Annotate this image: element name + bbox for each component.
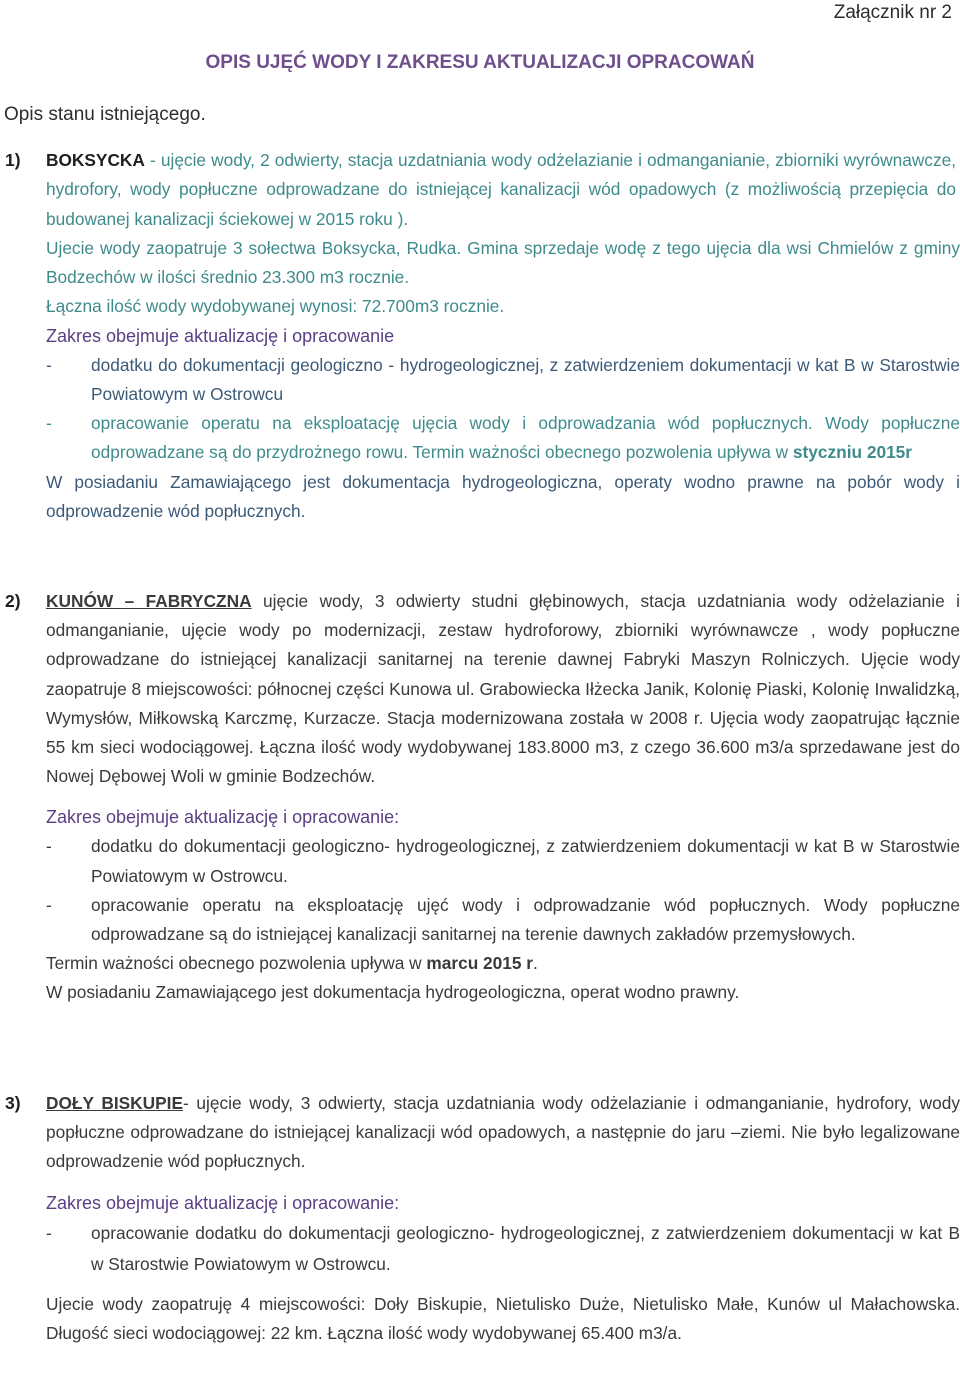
section-total-text: Łączna ilość wody wydobywanej wynosi: 72.700m3 rocznie. bbox=[46, 296, 505, 317]
permit-deadline: styczniu 2015r bbox=[792, 442, 913, 463]
section-lead-text: - ujęcie wody, 3 odwierty, stacja uzdatniania wody odżelazianie i odmanganianie, hydrofory, wody popłuczne odprowadzane do istniejącej kanalizacji wód opadowych, a następnie do jaru –ziemi. Nie było legalizowane odprowadzenie wód popłucznych. bbox=[46, 1093, 960, 1172]
section-lead bbox=[46, 587, 960, 791]
section-number: 3) bbox=[5, 1093, 21, 1113]
scope-heading: Zakres obejmuje aktualizację i opracowanie bbox=[46, 325, 395, 346]
permit-deadline: marcu 2015 r bbox=[426, 953, 534, 974]
document-title: OPIS UJĘĆ WODY I ZAKRESU AKTUALIZACJI OPRACOWAŃ bbox=[205, 52, 755, 73]
scope-heading: Zakres obejmuje aktualizację i opracowanie: bbox=[46, 1192, 400, 1213]
scope-item: - dodatku do dokumentacji geologiczno - hydrogeologicznej, z zatwierdzeniem dokumentacji w kat B w Starostwie Powiatowym w Ostrowcu bbox=[46, 351, 960, 409]
permit-term bbox=[46, 949, 960, 978]
section-number: 1) bbox=[5, 150, 21, 170]
section-name: KUNÓW – FABRYCZNA bbox=[46, 591, 252, 611]
section-name: DOŁY BISKUPIE bbox=[46, 1093, 183, 1113]
section-name: BOKSYCKA bbox=[46, 150, 145, 170]
scope-item bbox=[46, 409, 960, 467]
section-lead-text: - ujęcie wody, 2 odwierty, stacja uzdatniania wody odżelazianie i odmanganianie, zbiorniki wyrównawcze, hydrofory, wody popłuczne odprowadzane do istniejącej kanalizacji wód opadowych (z możliwością przepięcia do budowanej kanalizacji ściekowej w 2015 roku ). bbox=[46, 150, 956, 229]
section-closing: W posiadaniu Zamawiającego jest dokumentacja hydrogeologiczna, operat wodno prawny. bbox=[46, 982, 740, 1003]
scope-heading: Zakres obejmuje aktualizację i opracowanie: bbox=[46, 807, 400, 828]
section-lead bbox=[46, 1089, 960, 1177]
intro-text: Opis stanu istniejącego. bbox=[4, 104, 206, 125]
section-supply-text: Ujecie wody zaopatruje 3 sołectwa Boksycka, Rudka. Gmina sprzedaje wodę z tego ujęcia dla wsi Chmielów z gminy Bodzechów w ilości średnio 23.300 m3 rocznie. bbox=[46, 237, 960, 288]
section-closing: W posiadaniu Zamawiającego jest dokumentacja hydrogeologiczna, operaty wodno prawne na pobór wody i odprowadzenie wód popłucznych. bbox=[46, 471, 960, 521]
section-lead-text: ujęcie wody, 3 odwierty studni głębinowych, stacja uzdatniania wody odżelazianie i odmanganianie, ujęcie wody po modernizacji, zestaw hydroforowy, zbiorniki wyrównawcze , wody popłuczne odprowadzane do istniejącej kanalizacji sanitarnej na terenie dawnej Fabryki Maszyn Rolniczych. Ujęcie wody zaopatruje 8 miejscowości: północnej części Kunowa ul. Grabowiecka Iłżecka Janik, Kolonię Piaski, Kolonię Inwalidzką, Wymysłów, Miłkowską Karczmę, Kurzacze. Stacja modernizowana została w 2008 r. Ujęcia wody zaopatrując łącznie 55 km sieci wodociągowej. Łączna ilość wody wydobywanej 183.8000 m3, z czego 36.600 m3/a sprzedawane jest do Nowej Dębowej Woli w gminie Bodzechów. bbox=[46, 591, 960, 787]
section-closing: Ujecie wody zaopatruję 4 miejscowości: Doły Biskupie, Nietulisko Duże, Nietulisko Małe, Kunów ul Małachowska. Długość sieci wodociągowej: 22 km. Łączna ilość wody wydobywanej 65.400 m3/a. bbox=[46, 1293, 960, 1343]
section-lead bbox=[46, 146, 956, 234]
permit-term-text: Termin ważności obecnego pozwolenia upływa w bbox=[46, 953, 427, 974]
scope-item: - opracowanie operatu na eksploatację ujęć wody i odprowadzanie wód popłucznych. Wody popłuczne odprowadzane są do istniejącej kanalizacji sanitarnej na terenie dawnych zakładów przemysłowych. bbox=[46, 891, 960, 949]
scope-item-text: opracowanie operatu na eksploatację ujęcia wody i odprowadzania wód popłucznych. Wody popłuczne odprowadzane są do przydrożnego rowu. Termin ważności obecnego pozwolenia upływa w bbox=[91, 413, 960, 463]
section-number: 2) bbox=[5, 591, 21, 611]
permit-term-end: . bbox=[533, 953, 538, 974]
scope-item: - dodatku do dokumentacji geologiczno- hydrogeologicznej, z zatwierdzeniem dokumentacji w kat B w Starostwie Powiatowym w Ostrowcu. bbox=[46, 832, 960, 890]
annex-label: Załącznik nr 2 bbox=[833, 2, 952, 23]
scope-item: - opracowanie dodatku do dokumentacji geologiczno- hydrogeologicznej, z zatwierdzeniem dokumentacji w kat B w Starostwie Powiatowym w Ostrowcu. bbox=[46, 1218, 960, 1280]
